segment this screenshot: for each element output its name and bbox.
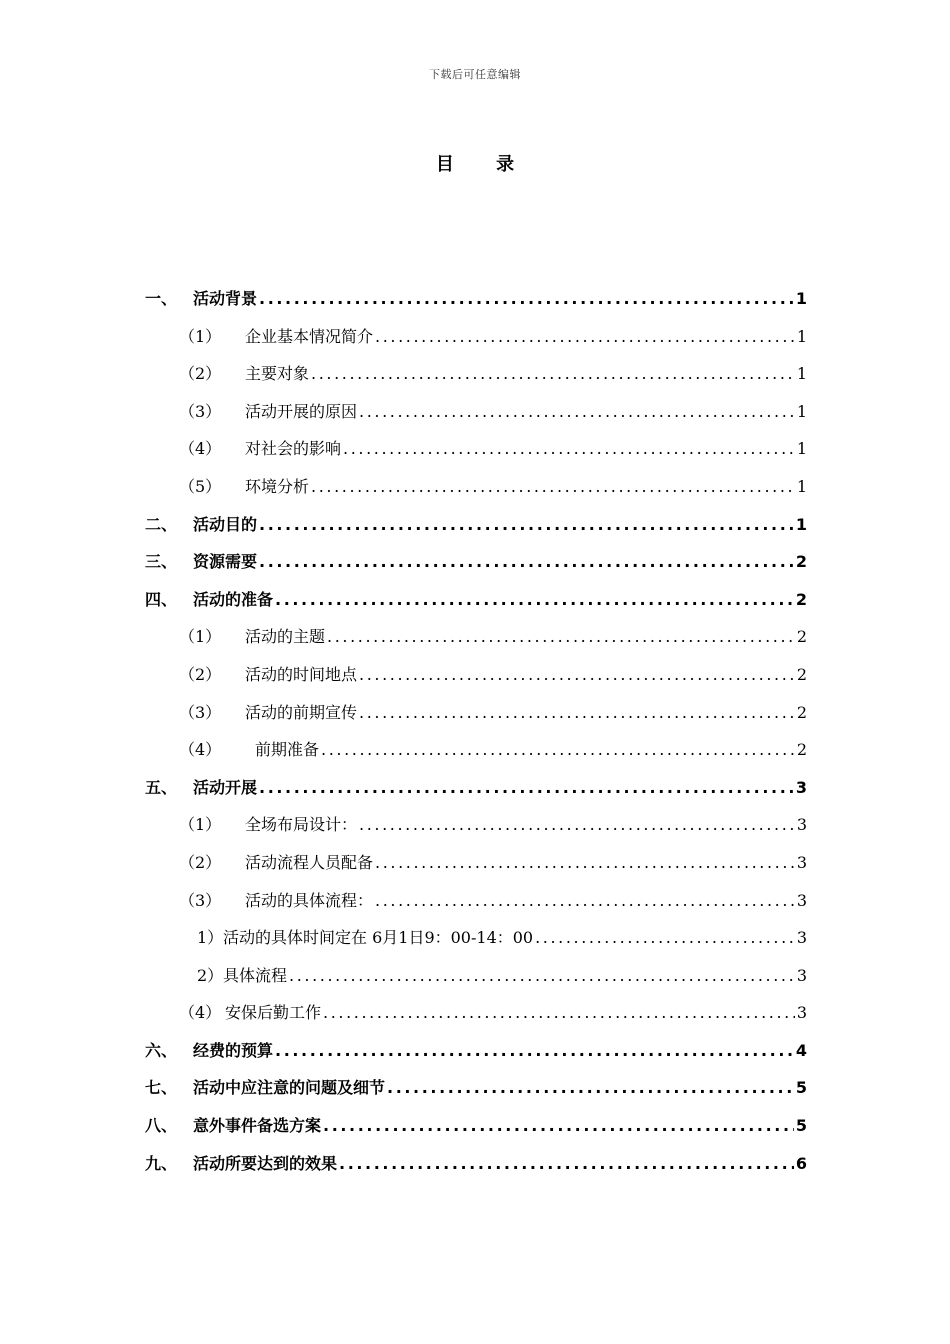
toc-entry[interactable]	[145, 280, 807, 318]
toc-entry-page: 1	[796, 401, 807, 421]
toc-entry[interactable]	[145, 355, 807, 393]
toc-entry[interactable]	[145, 694, 807, 732]
toc-entry-page: 6	[795, 1153, 807, 1173]
toc-entry-label: 资源需要	[193, 552, 258, 572]
toc-leader-dots	[259, 769, 794, 807]
toc-entry-number: 二、	[145, 514, 178, 534]
toc-entry[interactable]	[145, 1069, 807, 1107]
toc-leader-dots	[321, 731, 795, 769]
toc-entry-label: 主要对象	[245, 364, 310, 384]
toc-entry[interactable]	[145, 506, 807, 544]
toc-leader-dots	[327, 618, 795, 656]
toc-entry-page: 1	[796, 364, 807, 384]
toc-entry[interactable]	[145, 882, 807, 920]
toc-entry-page: 2	[796, 664, 807, 684]
toc-entry[interactable]	[145, 656, 807, 694]
toc-entry-page: 2	[796, 702, 807, 722]
toc-leader-dots	[323, 1107, 794, 1145]
toc-entry-page: 1	[796, 439, 807, 459]
toc-entry-label: 活动的具体时间定在 6月1日9：00-14：00	[223, 928, 534, 948]
toc-entry-label: 对社会的影响	[245, 439, 342, 459]
toc-entry-page: 3	[796, 965, 807, 985]
toc-leader-dots	[387, 1069, 794, 1107]
toc-entry-number: （3）	[179, 702, 222, 722]
toc-entry-number: 六、	[145, 1040, 178, 1060]
toc-entry-label: 活动开展的原因	[245, 401, 358, 421]
toc-leader-dots	[359, 694, 795, 732]
toc-entry-page: 3	[796, 928, 807, 948]
toc-entry-page: 2	[796, 627, 807, 647]
toc-leader-dots	[323, 994, 795, 1032]
toc-entry-number: （5）	[179, 476, 222, 496]
toc-entry-number: 1）	[197, 928, 224, 948]
toc-entry-page: 5	[795, 1078, 807, 1098]
toc-entry-label: 安保后勤工作	[225, 1003, 322, 1023]
toc-entry-label: 活动中应注意的问题及细节	[193, 1078, 386, 1098]
toc-entry[interactable]	[145, 1107, 807, 1145]
toc-entry-page: 1	[796, 476, 807, 496]
toc-entry-label: 前期准备	[255, 740, 320, 760]
toc-entry[interactable]	[145, 1145, 807, 1183]
toc-entry[interactable]	[145, 1032, 807, 1070]
toc-entry-label: 企业基本情况简介	[245, 326, 374, 346]
toc-entry-number: 九、	[145, 1153, 178, 1173]
toc-entry-number: 四、	[145, 589, 178, 609]
toc-entry-label: 活动的准备	[193, 589, 274, 609]
toc-entry-number: （2）	[179, 364, 222, 384]
toc-leader-dots	[339, 1145, 794, 1183]
toc-entry-label: 具体流程	[223, 965, 288, 985]
toc-entry-number: （3）	[179, 890, 222, 910]
toc-entry[interactable]	[145, 731, 807, 769]
toc-entry-page: 1	[795, 289, 807, 308]
toc-leader-dots	[375, 882, 795, 920]
toc-entry-page: 3	[796, 815, 807, 835]
toc-leader-dots	[275, 1032, 794, 1070]
toc-entry-label: 活动目的	[193, 514, 258, 534]
toc-entry-label: 活动的前期宣传	[245, 702, 358, 722]
toc-entry-label: 活动的时间地点	[245, 664, 358, 684]
toc-entry-page: 3	[796, 1003, 807, 1023]
table-of-contents	[145, 280, 807, 1182]
toc-leader-dots	[259, 506, 794, 544]
toc-leader-dots	[311, 355, 795, 393]
toc-leader-dots	[359, 393, 795, 431]
toc-entry-label: 经费的预算	[193, 1040, 274, 1060]
toc-entry-label: 活动所要达到的效果	[193, 1153, 338, 1173]
toc-leader-dots	[375, 844, 795, 882]
toc-entry-label: 活动背景	[193, 289, 258, 308]
toc-entry[interactable]	[145, 806, 807, 844]
toc-entry[interactable]	[145, 618, 807, 656]
toc-entry-label: 活动的主题	[245, 627, 326, 647]
toc-entry-number: 一、	[145, 289, 178, 308]
toc-entry-number: 五、	[145, 777, 178, 797]
toc-leader-dots	[375, 318, 795, 356]
toc-entry[interactable]	[145, 468, 807, 506]
toc-entry-page: 3	[796, 890, 807, 910]
toc-entry-page: 4	[795, 1040, 807, 1060]
toc-entry-label: 活动开展	[193, 777, 258, 797]
toc-entry-number: 三、	[145, 552, 178, 572]
toc-entry-number: 七、	[145, 1078, 178, 1098]
toc-entry-label: 环境分析	[245, 476, 310, 496]
toc-entry-label: 意外事件备选方案	[193, 1116, 322, 1136]
toc-entry-number: （2）	[179, 664, 222, 684]
toc-entry-page: 2	[796, 740, 807, 760]
toc-entry-label: 活动流程人员配备	[245, 852, 374, 872]
toc-entry[interactable]	[145, 957, 807, 995]
toc-entry-number: 八、	[145, 1116, 178, 1136]
toc-leader-dots	[275, 581, 794, 619]
toc-entry-number: （1）	[179, 627, 222, 647]
toc-entry[interactable]	[145, 581, 807, 619]
toc-entry-number: （4）	[179, 740, 222, 760]
toc-leader-dots	[289, 957, 795, 995]
toc-leader-dots	[343, 430, 795, 468]
toc-entry-page: 3	[796, 852, 807, 872]
toc-entry-number: 2）	[197, 965, 224, 985]
toc-entry[interactable]	[145, 318, 807, 356]
toc-leader-dots	[259, 543, 794, 581]
toc-leader-dots	[311, 468, 795, 506]
toc-entry[interactable]	[145, 769, 807, 807]
toc-leader-dots	[259, 280, 794, 318]
toc-entry-page: 1	[795, 514, 807, 534]
header-note: 下载后可任意编辑	[429, 68, 521, 81]
toc-entry-number: （3）	[179, 401, 222, 421]
toc-entry-page: 5	[795, 1116, 807, 1136]
toc-entry[interactable]	[145, 994, 807, 1032]
toc-entry-page: 3	[795, 777, 807, 797]
toc-entry-number: （2）	[179, 852, 222, 872]
toc-entry-label: 全场布局设计：	[245, 815, 358, 835]
toc-entry[interactable]	[145, 844, 807, 882]
toc-entry-page: 2	[795, 589, 807, 609]
toc-entry-page: 2	[795, 552, 807, 572]
toc-entry-number: （1）	[179, 326, 222, 346]
toc-title: 目 录	[435, 154, 533, 175]
toc-entry-label: 活动的具体流程：	[245, 890, 374, 910]
toc-entry-number: （4）	[179, 439, 222, 459]
toc-entry[interactable]	[145, 393, 807, 431]
toc-entry[interactable]	[145, 543, 807, 581]
toc-leader-dots	[535, 919, 795, 957]
toc-entry-number: （4）	[179, 1003, 222, 1023]
toc-leader-dots	[359, 806, 795, 844]
toc-leader-dots	[359, 656, 795, 694]
toc-entry[interactable]	[145, 430, 807, 468]
toc-entry-page: 1	[796, 326, 807, 346]
toc-entry[interactable]	[145, 919, 807, 957]
toc-entry-number: （1）	[179, 815, 222, 835]
